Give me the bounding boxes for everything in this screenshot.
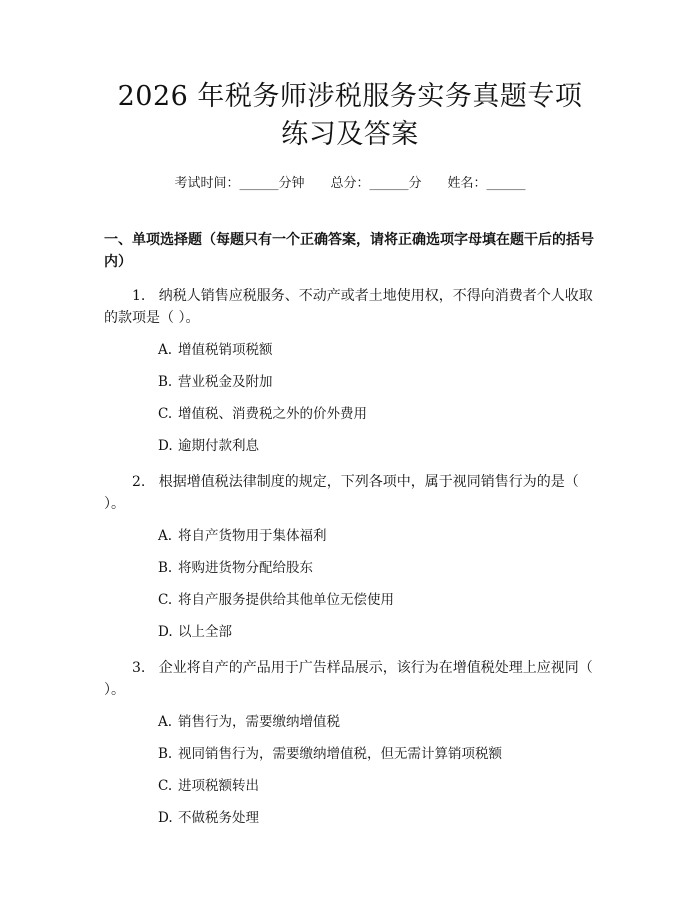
option-text: 销售行为，需要缴纳增值税 (178, 714, 340, 730)
option-b (104, 557, 596, 579)
option-list (104, 339, 596, 457)
option-letter: A. (158, 714, 173, 730)
option-text: 逾期付款利息 (178, 438, 259, 454)
section-heading: 一、单项选择题（每题只有一个正确答案，请将正确选项字母填在题干后的括号内） (104, 232, 594, 270)
option-letter: D. (158, 624, 173, 640)
question-list (104, 285, 596, 829)
option-text: 增值税销项税额 (178, 342, 273, 358)
option-d (104, 435, 596, 457)
option-letter: C. (158, 592, 173, 608)
option-c (104, 775, 596, 797)
option-c (104, 403, 596, 425)
option-text: 以上全部 (178, 624, 232, 640)
question-text: 根据增值税法律制度的规定，下列各项中，属于视同销售行为的是（ ）。 (104, 474, 579, 512)
option-b (104, 371, 596, 393)
question-3 (104, 657, 596, 829)
question-stem (104, 657, 596, 701)
option-text: 进项税额转出 (178, 778, 259, 794)
option-d (104, 621, 596, 643)
exam-meta (104, 172, 596, 191)
option-letter: B. (158, 560, 173, 576)
option-text: 营业税金及附加 (178, 374, 273, 390)
question-stem (104, 471, 596, 515)
option-letter: C. (158, 778, 173, 794)
option-text: 视同销售行为，需要缴纳增值税，但无需计算销项税额 (178, 746, 502, 762)
question-1 (104, 285, 596, 457)
option-text: 将自产货物用于集体福利 (178, 528, 327, 544)
option-c (104, 589, 596, 611)
question-number: 2. (132, 474, 146, 490)
option-a (104, 525, 596, 547)
question-text: 企业将自产的产品用于广告样品展示，该行为在增值税处理上应视同（ ）。 (104, 660, 593, 698)
student-name-field: 姓名：______ (447, 176, 526, 191)
question-number: 3. (132, 660, 146, 676)
question-number: 1. (132, 288, 146, 304)
option-text: 增值税、消费税之外的价外费用 (178, 406, 367, 422)
document-title: 2026 年税务师涉税服务实务真题专项练习及答案 (117, 81, 583, 150)
option-list (104, 711, 596, 829)
option-letter: A. (158, 342, 173, 358)
total-score-field: 总分：______分 (330, 176, 422, 191)
option-a (104, 711, 596, 733)
question-stem (104, 285, 596, 329)
question-text: 纳税人销售应税服务、不动产或者土地使用权，不得向消费者个人收取的款项是（ ）。 (104, 288, 593, 326)
option-letter: C. (158, 406, 173, 422)
exam-time-field: 考试时间：______分钟 (174, 176, 305, 191)
option-letter: B. (158, 374, 173, 390)
option-letter: B. (158, 746, 173, 762)
option-a (104, 339, 596, 361)
option-text: 将自产服务提供给其他单位无偿使用 (178, 592, 394, 608)
option-text: 不做税务处理 (178, 810, 259, 826)
question-2 (104, 471, 596, 643)
option-letter: D. (158, 438, 173, 454)
option-letter: A. (158, 528, 173, 544)
option-text: 将购进货物分配给股东 (178, 560, 313, 576)
option-d (104, 807, 596, 829)
option-letter: D. (158, 810, 173, 826)
option-list (104, 525, 596, 643)
option-b (104, 743, 596, 765)
